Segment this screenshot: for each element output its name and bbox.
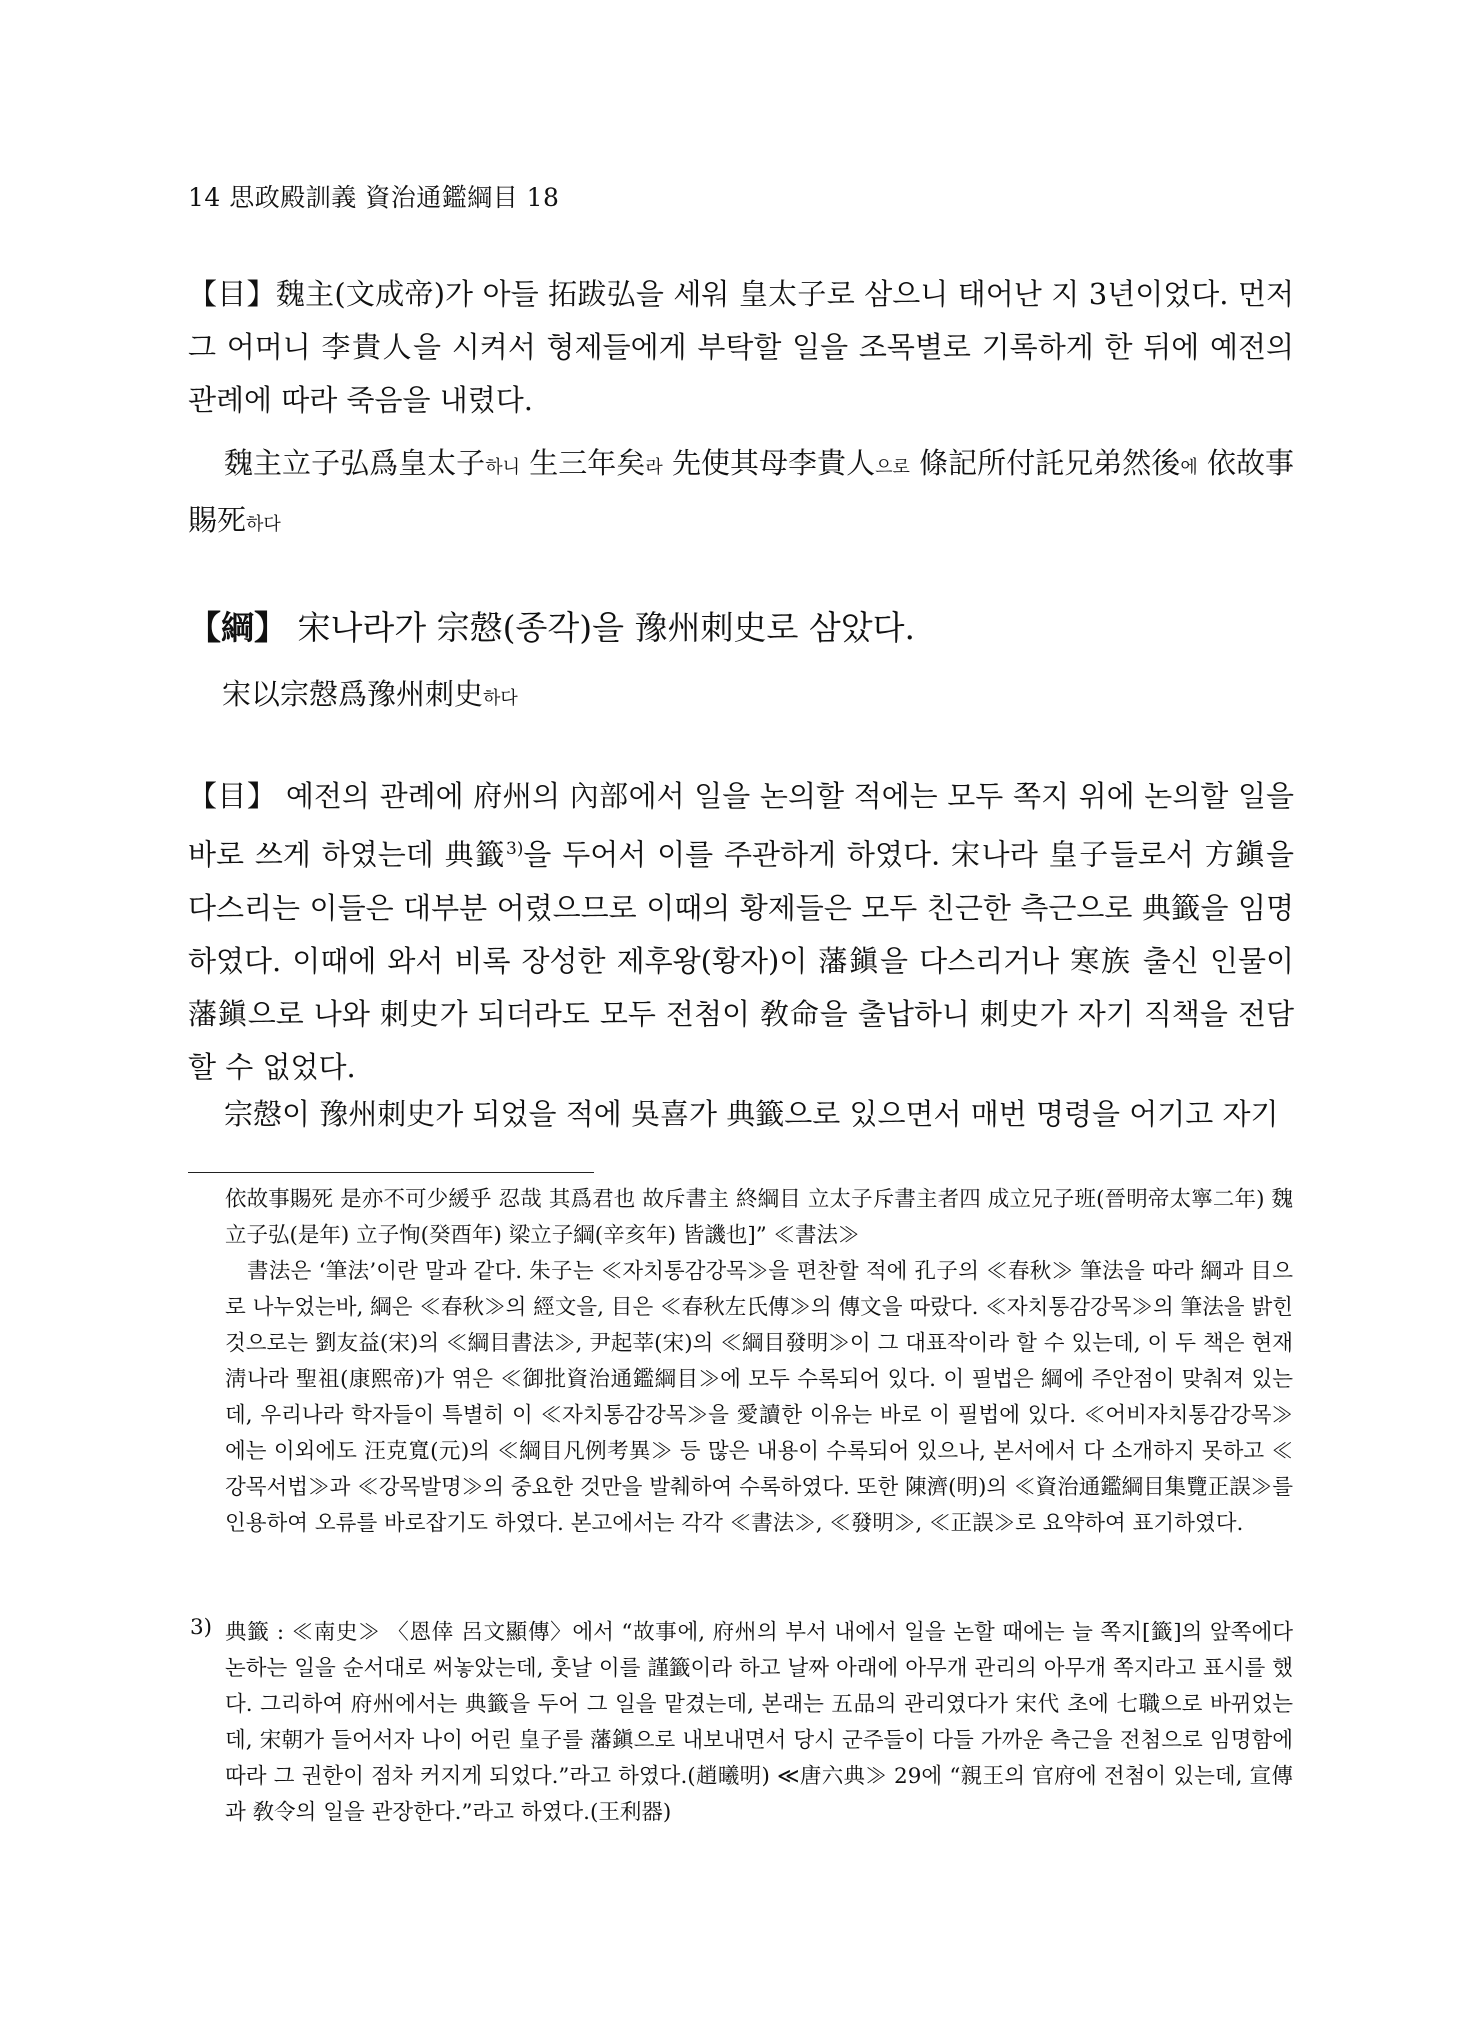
gang-original: 宋以宗慤爲豫州刺史하다 [222, 677, 518, 711]
mok2-translation: 【目】 예전의 관례에 府州의 內部에서 일을 논의할 적에는 모두 쪽지 위에 논의할 일을 바로 쓰게 하였는데 典籤$^{3)}$을 두어서 이를 주관하게 하였다. 宋나라 皇子들로서 方鎭을 다스리는 이들은 대부분 어렸으므로 이때의 황제들은 모두 친근한 측근으로 典籤을 임명하였다. 이때에 와서 비록 장성한 제후왕(황자)이 藩鎭을 다스리거나 寒族 출신 인물이 藩鎭으로 나와 刺史가 되더라도 모두 전첨이 敎命을 출납하니 刺史가 자기 직책을 전담할 수 없었다. [188, 779, 1294, 1084]
footnote-continuation-2: 書法은 ‘筆法’이란 말과 같다. 朱子는 ≪자치통감강목≫을 편찬할 적에 孔子의 ≪春秋≫ 筆法을 따라 綱과 目으로 나누었는바, 綱은 ≪春秋≫의 經文을, 目은 ≪春秋左氏傳≫의 傳文을 따랐다. ≪자치통감강목≫의 筆法을 밝힌 것으로는 劉友益(宋)의 ≪綱目書法≫, 尹起莘(宋)의 ≪綱目發明≫이 그 대표작이라 할 수 있는데, 이 두 책은 현재 淸나라 聖祖(康熙帝)가 엮은 ≪御批資治通鑑綱目≫에 모두 수록되어 있다. 이 필법은 綱에 주안점이 맞춰져 있는데, 우리나라 학자들이 특별히 이 ≪자치통감강목≫을 愛讀한 이유는 바로 이 필법에 있다. ≪어비자치통감강목≫에는 이외에도 汪克寬(元)의 ≪綱目凡例考異≫ 등 많은 내용이 수록되어 있으나, 본서에서 다 소개하지 못하고 ≪강목서법≫과 ≪강목발명≫의 중요한 것만을 발췌하여 수록하였다. 또한 陳濟(明)의 ≪資治通鑑綱目集覽正誤≫를 인용하여 오류를 바로잡기도 하였다. 본고에서는 각각 ≪書法≫, ≪發明≫, ≪正誤≫로 요약하여 표기하였다. [225, 1259, 1293, 1536]
mok1-translation [188, 268, 1294, 427]
footnote-continuation-1: 依故事賜死 是亦不可少緩乎 忍哉 其爲君也 故斥書主 終綱目 立太子斥書主者四 成立兄子班(晉明帝太寧二年) 魏立子弘(是年) 立子恂(癸酉年) 梁立子綱(辛亥年) 皆譏也]” ≪書法≫ [225, 1187, 1293, 1248]
gang-translation: 【綱】 宋나라가 宗慤(종각)을 豫州刺史로 삼았다. [188, 608, 915, 647]
footnote-ref: 3) [505, 839, 524, 859]
footnote-divider [188, 1172, 594, 1173]
mok-label: 【目】 [188, 779, 277, 813]
footnote-3: 典籤 : ≪南史≫ 〈恩倖 呂文顯傳〉에서 “故事에, 府州의 부서 내에서 일을 논할 때에는 늘 쪽지[籤]의 앞쪽에다 논하는 일을 순서대로 써놓았는데, 훗날 이를 謹籤이라 하고 날짜 아래에 아무개 관리의 아무개 쪽지라고 표시를 했다. 그리하여 府州에서는 典籤을 두어 그 일을 맡겼는데, 본래는 五品의 관리였다가 宋代 초에 七職으로 바뀌었는데, 宋朝가 들어서자 나이 어린 皇子를 藩鎭으로 내보내면서 당시 군주들이 다들 가까운 측근을 전첨으로 임명함에 따라 그 권한이 점차 커지게 되었다.”라고 하였다.(趙曦明) ≪唐六典≫ 29에 “親王의 官府에 전첨이 있는데, 宣傳과 敎令의 일을 관장한다.”라고 하였다.(王利器) [225, 1620, 1293, 1825]
footnote-3-number: 3) [190, 1615, 213, 1640]
mok2-paragraph-2: 宗慤이 豫州刺史가 되었을 적에 吳喜가 典籤으로 있으면서 매번 명령을 어기고 자기 [224, 1097, 1279, 1131]
mok1-original: 魏主立子弘爲皇太子하니 生三年矣라 先使其母李貴人으로 條記所付託兄弟然後에 依故事賜死하다 [188, 446, 1295, 537]
gang-label: 【綱】 [188, 608, 287, 647]
mok-label: 【目】 [188, 277, 276, 311]
running-header: 14 思政殿訓義 資治通鑑綱目 18 [188, 183, 560, 212]
mok1-translation-text: 魏主(文成帝)가 아들 拓跋弘을 세워 皇太子로 삼으니 태어난 지 3년이었다. 먼저 그 어머니 李貴人을 시켜서 형제들에게 부탁할 일을 조목별로 기록하게 한 뒤에 예전의 관례에 따라 죽음을 내렸다. [188, 277, 1294, 417]
